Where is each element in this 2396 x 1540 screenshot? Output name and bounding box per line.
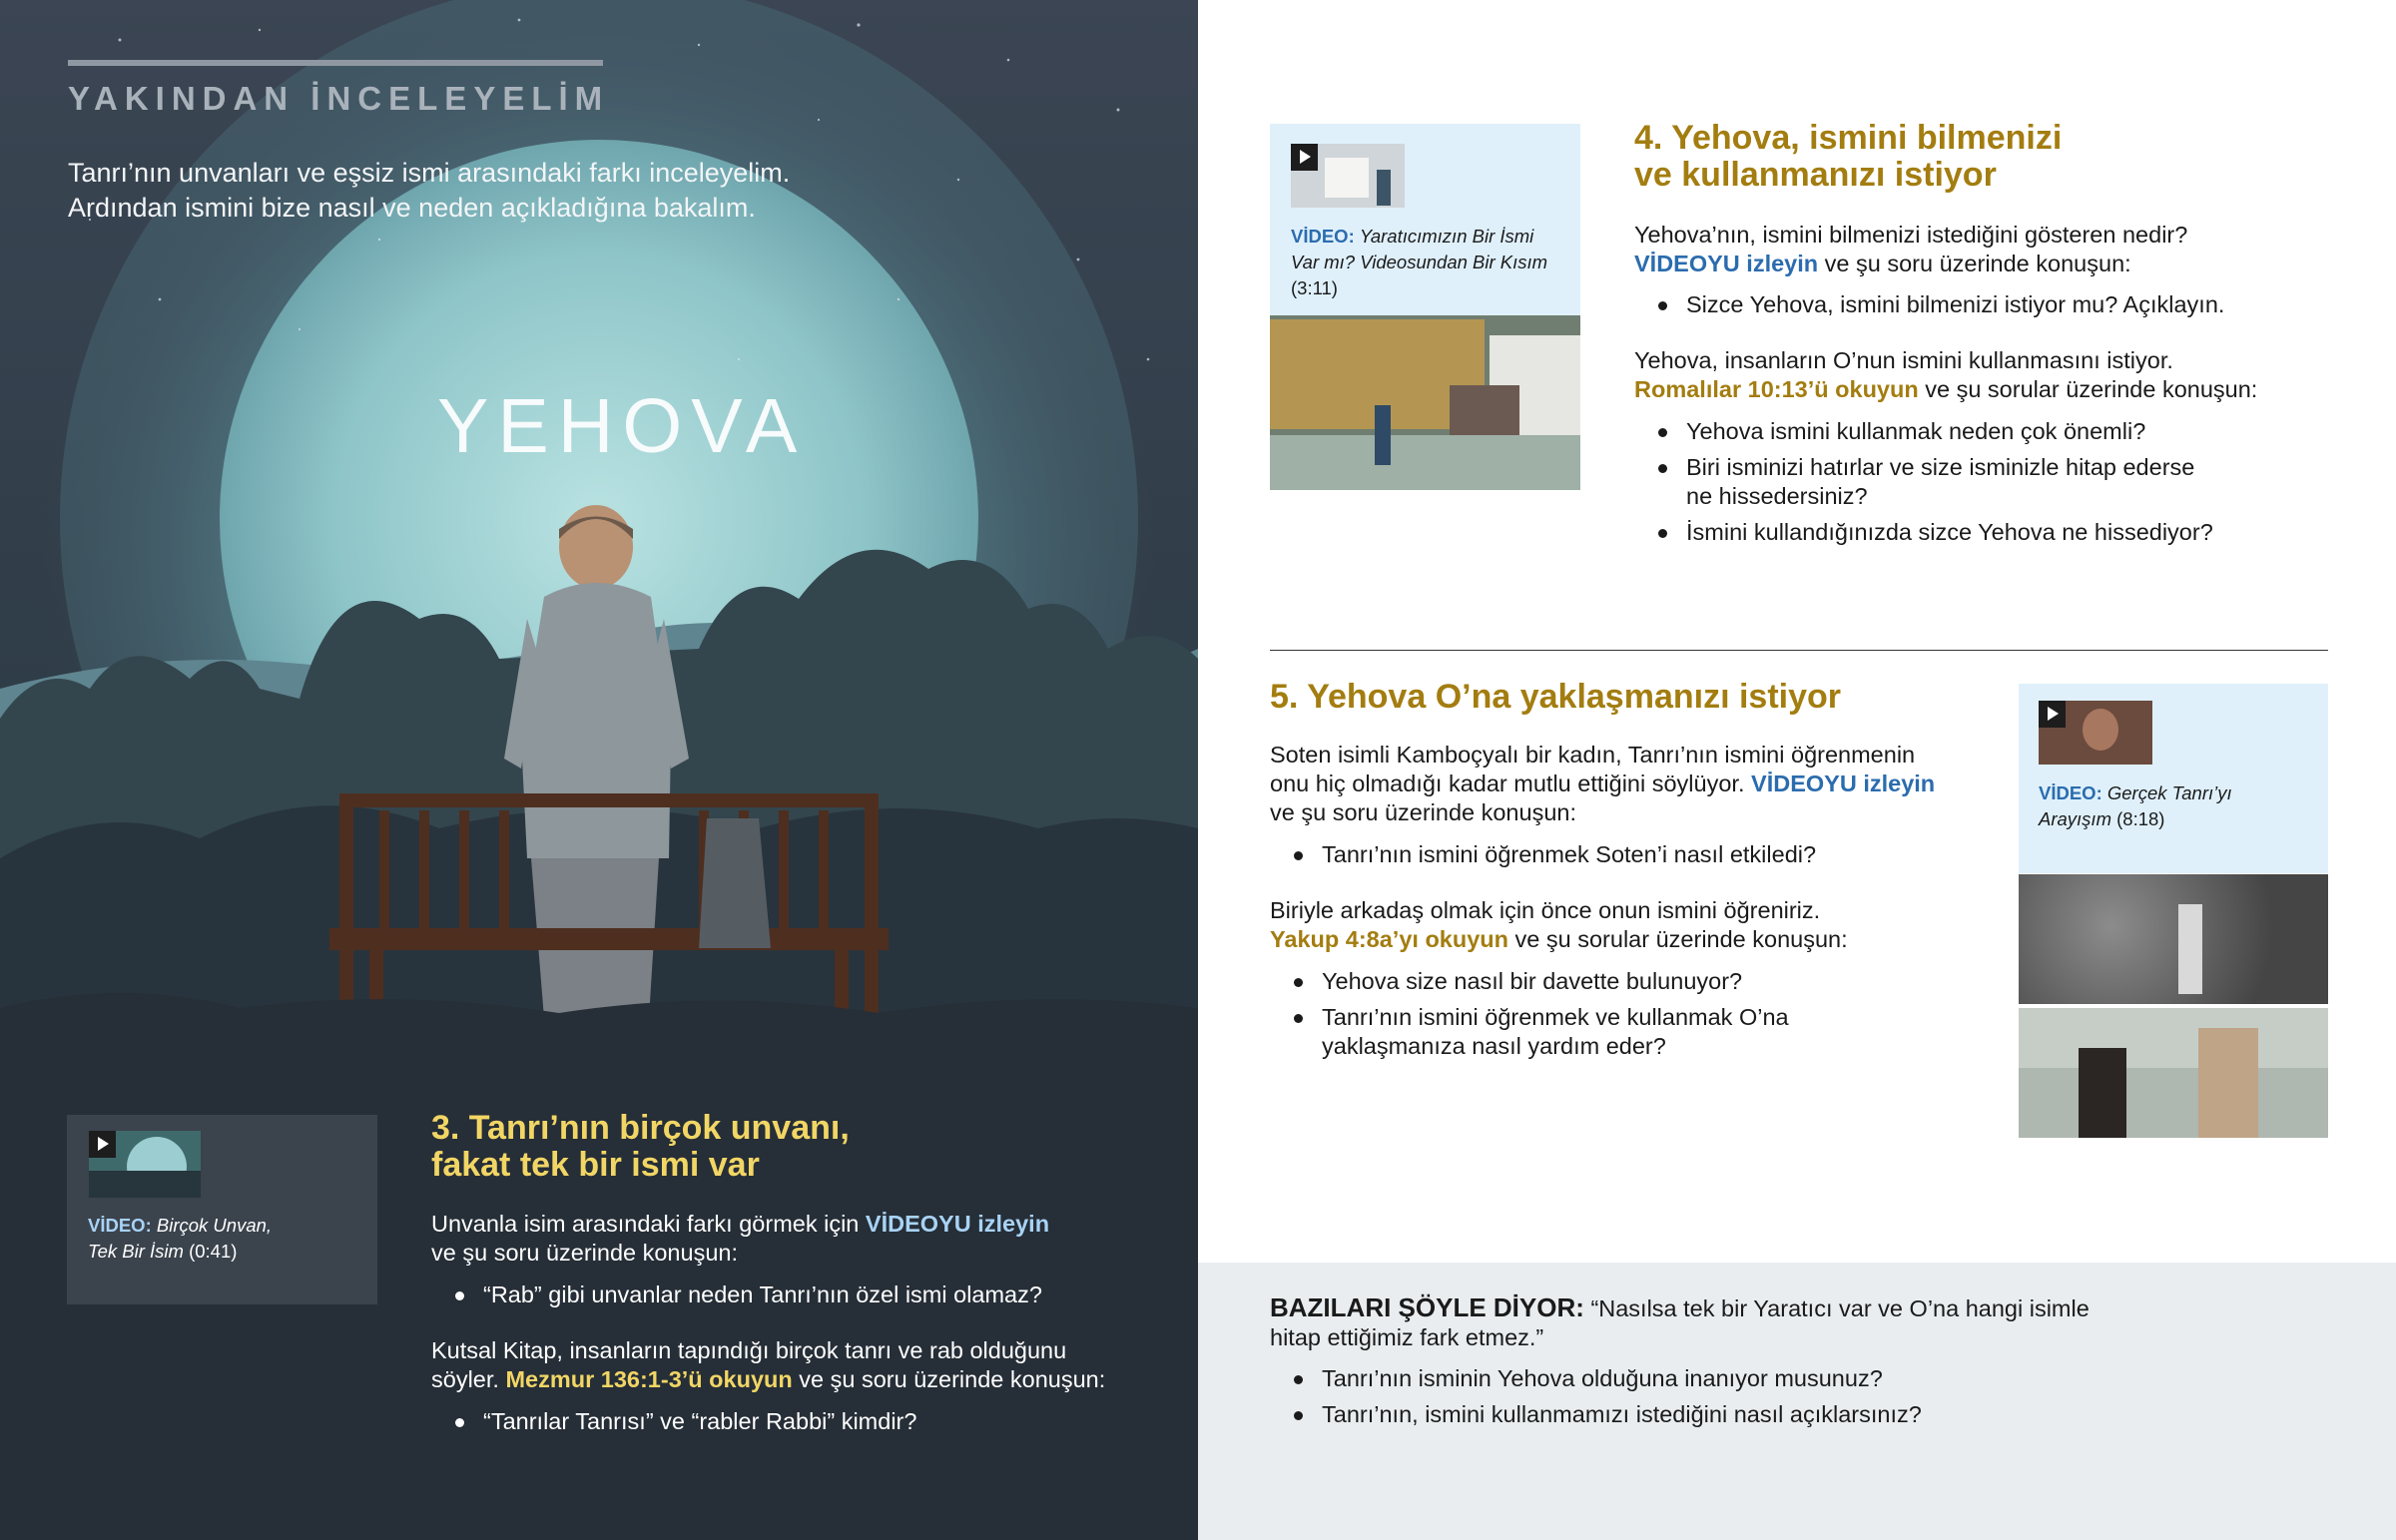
some-say-label: BAZILARI ŞÖYLE DİYOR: — [1270, 1292, 1584, 1322]
some-say-bullets — [1294, 1364, 2172, 1436]
watch-video-link[interactable]: VİDEOYU izleyin — [1751, 770, 1936, 796]
thumbnail-ground — [89, 1171, 201, 1198]
list-item: İsmini kullandığınızda sizce Yehova ne hissediyor? — [1658, 518, 2217, 547]
speaker-figure — [1375, 405, 1391, 465]
section3-paragraph2: Kutsal Kitap, insanların tapındığı birçok tanrı ve rab olduğunu söyler. Mezmur 136:1-3’ü okuyun ve şu soru üzerinde konuşun: — [431, 1337, 1106, 1392]
section5-bullets2 — [1294, 967, 1813, 1068]
illustration-title: YEHOVA — [437, 383, 807, 469]
list-item: Yehova ismini kullanmak neden çok önemli? — [1658, 417, 2217, 446]
section5-paragraph1: Soten isimli Kamboçyalı bir kadın, Tanrı’nın ismini öğrenmenin onu hiç olmadığı kadar mutlu ettiğini söylüyor. VİDEOYU izleyin ve şu soru üzerinde konuşun: — [1270, 742, 1936, 825]
section4-bullets2 — [1658, 417, 2217, 554]
section5-bullets1 — [1294, 840, 1953, 876]
foliage-image — [2019, 874, 2328, 1004]
list-item: Tanrı’nın isminin Yehova olduğuna inanıyor musunuz? — [1294, 1364, 2172, 1393]
section4-paragraph1: Yehova’nın, ismini bilmenizi istediğini gösteren nedir? VİDEOYU izleyin ve şu soru üzerinde konuşun: — [1634, 222, 2188, 276]
read-james-link[interactable]: Yakup 4:8a’yı okuyun — [1270, 926, 1509, 952]
woman-face-thumbnail — [2083, 709, 2118, 751]
play-icon[interactable] — [2039, 701, 2066, 728]
section-title: YAKINDAN İNCELEYELİM — [68, 80, 610, 117]
video-still-image — [1270, 315, 1580, 490]
woman-figure — [2079, 1048, 2126, 1138]
speaker-thumbnail — [1377, 170, 1391, 206]
video-still-color — [2019, 1008, 2328, 1138]
play-icon[interactable] — [89, 1131, 116, 1158]
section4-bullets1 — [1658, 290, 2337, 326]
girl-figure — [2178, 904, 2202, 994]
list-item: Tanrı’nın, ismini kullanmamızı istediğini nasıl açıklarsınız? — [1294, 1400, 2172, 1429]
video-caption[interactable]: VİDEO: Yaratıcımızın Bir İsmi Var mı? Videosundan Bir Kısım (3:11) — [1291, 226, 1548, 298]
video-thumbnail[interactable] — [2039, 701, 2152, 765]
list-item: Tanrı’nın ismini öğrenmek Soten’i nasıl etkiledi? — [1294, 840, 1953, 869]
list-item: Yehova size nasıl bir davette bulunuyor? — [1294, 967, 1813, 996]
list-item: Tanrı’nın ismini öğrenmek ve kullanmak O’na yaklaşmanıza nasıl yardım eder? — [1294, 1003, 1813, 1061]
section4-heading: 4. Yehova, ismini bilmenizi ve kullanmanızı istiyor — [1634, 119, 2063, 194]
section3-bullets1 — [455, 1281, 1134, 1316]
video-still-bw — [2019, 874, 2328, 1004]
play-icon[interactable] — [1291, 144, 1318, 171]
read-psalm-link[interactable]: Mezmur 136:1-3’ü okuyun — [505, 1366, 793, 1392]
video-card-creator-name[interactable] — [1270, 124, 1580, 315]
section4-paragraph2: Yehova, insanların O’nun ismini kullanmasını istiyor. Romalılar 10:13’ü okuyun ve şu sorular üzerinde konuşun: — [1634, 347, 2258, 402]
list-item: Biri isminizi hatırlar ve size isminizle hitap ederse ne hissedersiniz? — [1658, 453, 2217, 511]
list-item: “Tanrılar Tanrısı” ve “rabler Rabbi” kimdir? — [455, 1407, 1134, 1436]
man-figure — [2198, 1028, 2258, 1138]
section3-heading: 3. Tanrı’nın birçok unvanı, fakat tek bir ismi var — [431, 1109, 850, 1184]
section5-paragraph2: Biriyle arkadaş olmak için önce onun ismini öğreniriz. Yakup 4:8a’yı okuyun ve şu sorular üzerinde konuşun: — [1270, 897, 1848, 952]
book-thumbnail — [1325, 158, 1369, 198]
section-divider — [1270, 650, 2328, 651]
section3-paragraph1: Unvanla isim arasındaki farkı görmek için VİDEOYU izleyin ve şu soru üzerinde konuşun: — [431, 1211, 1050, 1266]
some-say-quote: BAZILARI ŞÖYLE DİYOR: “Nasılsa tek bir Yaratıcı var ve O’na hangi isimle hitap ettiğimiz fark etmez.” — [1270, 1292, 2090, 1350]
list-item: Sizce Yehova, ismini bilmenizi istiyor mu? Açıklayın. — [1658, 290, 2337, 319]
background-house — [2019, 1008, 2328, 1068]
video-thumbnail[interactable] — [1291, 144, 1405, 208]
stage-floor — [1270, 435, 1580, 490]
section-bar — [68, 60, 603, 66]
video-card-search-for-god[interactable] — [2019, 684, 2328, 873]
list-item: “Rab” gibi unvanlar neden Tanrı’nın özel ismi olamaz? — [455, 1281, 1134, 1309]
video-caption[interactable]: VİDEO: Birçok Unvan, Tek Bir İsim (0:41) — [88, 1215, 273, 1262]
watch-video-link[interactable]: VİDEOYU izleyin — [1634, 251, 1819, 276]
read-romans-link[interactable]: Romalılar 10:13’ü okuyun — [1634, 376, 1919, 402]
video-caption[interactable]: VİDEO: Gerçek Tanrı’yı Arayışım (8:18) — [2039, 782, 2232, 829]
intro-text: Tanrı’nın unvanları ve eşsiz ismi arasındaki farkı inceleyelim. Ardından ismini bize nasıl ve neden açıkladığına bakalım. — [68, 158, 791, 223]
watch-video-link[interactable]: VİDEOYU izleyin — [865, 1211, 1050, 1237]
video-thumbnail[interactable] — [89, 1131, 201, 1198]
section3-bullets2 — [455, 1407, 1134, 1443]
section5-heading: 5. Yehova O’na yaklaşmanızı istiyor — [1270, 678, 1841, 716]
video-card-many-titles[interactable] — [67, 1115, 377, 1304]
